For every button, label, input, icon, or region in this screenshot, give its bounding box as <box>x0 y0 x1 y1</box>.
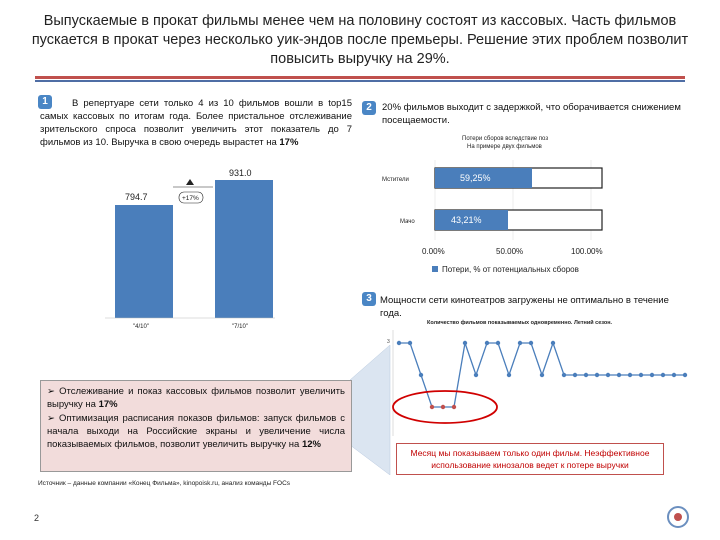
chart-3-point <box>430 405 434 409</box>
chart-2-category-2: Мачо <box>400 219 415 225</box>
chart-2-xtick-3: 100.00% <box>571 247 603 256</box>
losses-bar-chart <box>372 130 617 280</box>
chart-3-point <box>518 341 522 345</box>
bullet-item-1: ➢ Отслеживание и показ кассовых фильмов позволит увеличить выручку на 17% <box>47 386 345 410</box>
revenue-bar-chart <box>105 165 275 330</box>
pointer-triangle <box>350 345 400 475</box>
logo-icon <box>666 505 690 529</box>
chart-2-subtitle: На примере двух фильмов <box>467 144 542 150</box>
delta-label: +17% <box>182 195 199 202</box>
category-label-1: "4/10" <box>133 324 149 330</box>
section-1-badge: 1 <box>38 95 52 109</box>
section-3-text: Мощности сети кинотеатров загружены не оптимально в течение года. <box>380 295 669 319</box>
chart-3-point <box>551 341 555 345</box>
title-divider-red <box>35 76 685 79</box>
chart-3-point <box>661 373 665 377</box>
chart-3-point <box>496 341 500 345</box>
section-2-badge: 2 <box>362 101 376 115</box>
slide-title: Выпускаемые в прокат фильмы менее чем на половину состоят из кассовых. Часть фильмов пускается в прокат через несколько уик-эндов после премьеры. Решение этих проблем позволит повысить выручку на 29%. <box>31 13 689 67</box>
chart-3-point <box>540 373 544 377</box>
chart-3-point <box>595 373 599 377</box>
chart-3-point <box>485 341 489 345</box>
chart-3-point <box>507 373 511 377</box>
chart-3-point <box>408 341 412 345</box>
section-1-body: В репертуаре сети только 4 из 10 фильмов вошли в top15 самых кассовых по итогам года. Более пристальное отслеживание зрительского спроса позволит увеличить этот показатель до 7 фильмов из 10. Выручка в свою очередь вырастет на <box>40 98 352 148</box>
chart-3-point <box>650 373 654 377</box>
section-3-badge: 3 <box>362 292 376 306</box>
bullet-item-2: ➢ Оптимизация расписания показов фильмов: запуск фильмов с начала выходи на Российские экраны и увеличение числа показываемых фильмов, позволит увеличить выручку на 12% <box>47 413 346 450</box>
value-label-2: 931.0 <box>229 168 252 178</box>
bullet-2-text: Оптимизация расписания показов фильмов: запуск фильмов с начала выходи на Российские экраны и увеличение числа показываемых фильмов, позволит увеличить выручку на <box>47 413 346 450</box>
chart-3-point <box>639 373 643 377</box>
chart-3-point <box>617 373 621 377</box>
source-note: Источник – данные компании «Конец Фильма», kinopoisk.ru, анализ команды FOCs <box>38 480 291 487</box>
callout-box: Месяц мы показываем только один фильм. Неэффективное использование кинозалов ведет к потере выручки <box>396 443 664 475</box>
chart-3-point <box>606 373 610 377</box>
value-label-1: 794.7 <box>125 192 148 202</box>
chart-3-point <box>474 373 478 377</box>
chart-2-value-2: 43,21% <box>451 215 482 225</box>
chart-2-legend-swatch <box>432 266 438 272</box>
title-divider-blue <box>35 80 685 82</box>
chart-2-xtick-2: 50.00% <box>496 247 524 256</box>
chart-3-point <box>452 405 456 409</box>
chart-2-xtick-1: 0.00% <box>422 247 445 256</box>
chart-3-point <box>628 373 632 377</box>
conclusions-box <box>40 380 352 472</box>
chart-2-category-1: Мстители <box>382 177 409 183</box>
chart-3-point <box>584 373 588 377</box>
chart-3-point <box>683 373 687 377</box>
chart-3-point <box>562 373 566 377</box>
chart-2-value-1: 59,25% <box>460 173 491 183</box>
chart-3-point <box>573 373 577 377</box>
chart-3-point <box>529 341 533 345</box>
chart-3-point <box>463 341 467 345</box>
chart-2-title: Потери сборов вследствие поз <box>462 136 549 142</box>
chart-3-point <box>441 405 445 409</box>
chart-2-legend: Потери, % от потенциальных сборов <box>442 265 579 274</box>
chart-3-title: Количество фильмов показываемых одновременно. Летний сезон. <box>427 320 613 326</box>
bullet-1-highlight: 17% <box>98 399 118 410</box>
chart-3-point <box>672 373 676 377</box>
chart-3-ytick-3: 3 <box>387 339 390 345</box>
section-1-text <box>40 97 352 149</box>
category-label-2: "7/10" <box>232 324 248 330</box>
chart-3-marks <box>397 341 687 409</box>
bar-4-10 <box>115 205 173 318</box>
section-1-highlight: 17% <box>279 137 299 148</box>
page-number: 2 <box>34 513 40 523</box>
bullet-1-text: Отслеживание и показ кассовых фильмов позволит увеличить выручку на <box>47 386 345 410</box>
section-2-text: 20% фильмов выходит с задержкой, что оборачивается снижением посещаемости. <box>382 102 681 126</box>
chart-3-point <box>419 373 423 377</box>
delta-arrow <box>186 179 194 185</box>
bullet-2-highlight: 12% <box>301 439 321 450</box>
bar-7-10 <box>215 180 273 318</box>
films-line-chart <box>385 318 695 453</box>
